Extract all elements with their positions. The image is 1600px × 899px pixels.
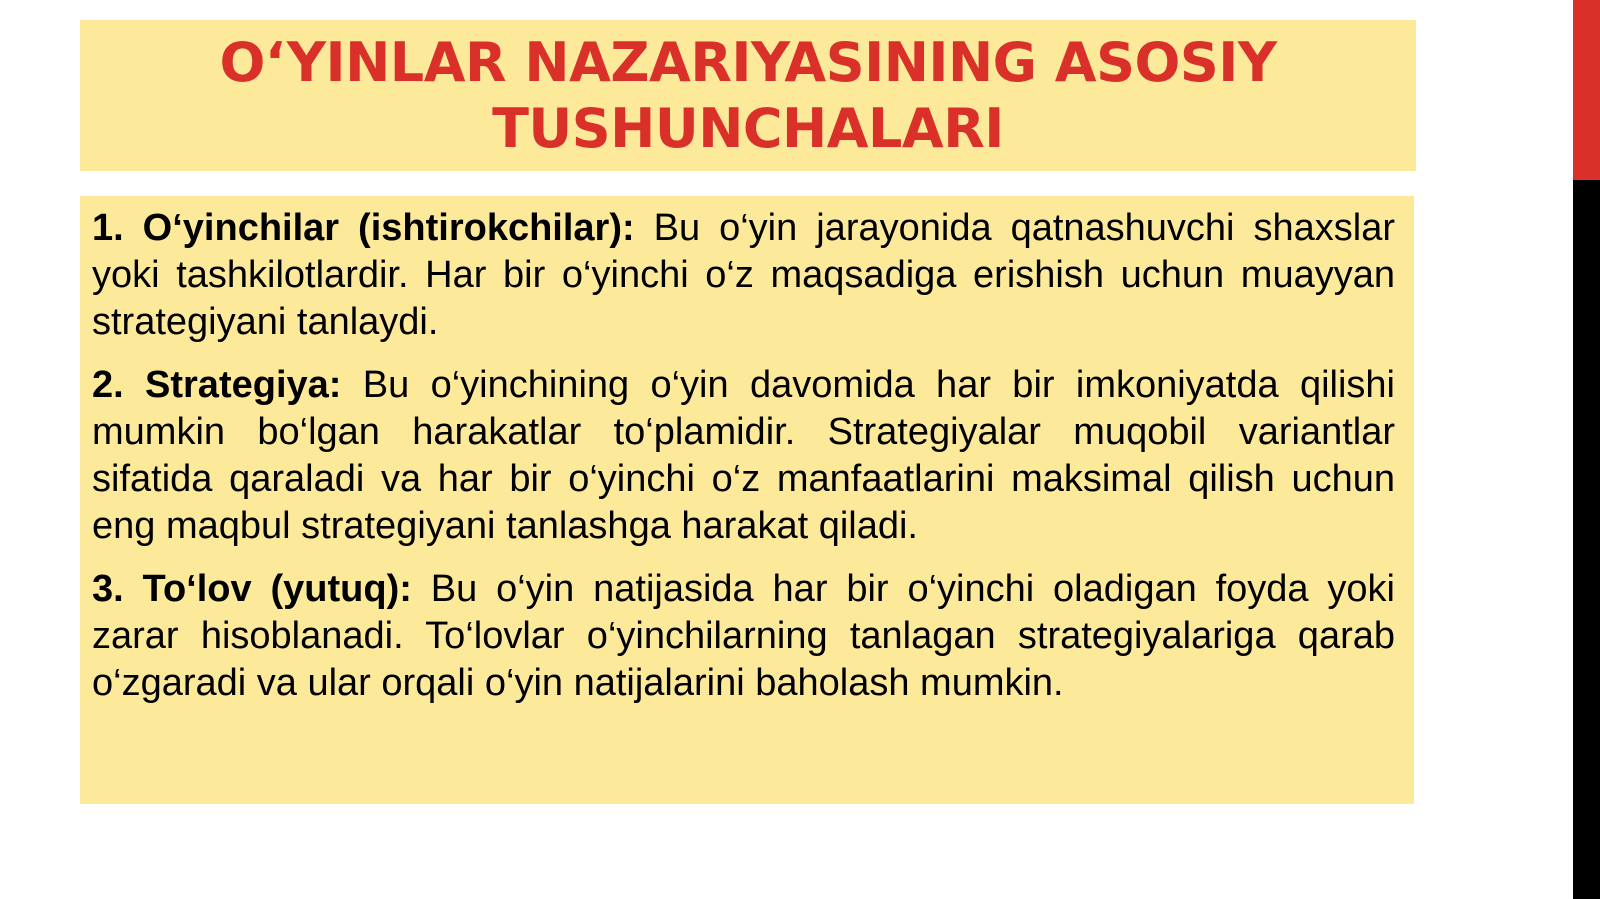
accent-bar-black [1573, 180, 1600, 899]
point-strategy [92, 362, 1395, 550]
accent-bar-red [1573, 0, 1600, 180]
point-players [92, 205, 1395, 346]
slide-title [220, 30, 1277, 162]
title-box [80, 20, 1416, 171]
content-box [80, 196, 1414, 804]
point-payoff-text: Bu o‘yin natijasida har bir o‘yinchi oladigan foyda yoki zarar hisoblanadi. To‘lovlar o‘yinchilarning tanlagan strategiyalariga qarab o‘zgaradi va ular orqali o‘yin natijalarini baholash mumkin. [92, 568, 1395, 704]
slide-title-line-1: O‘YINLAR NAZARIYASINING ASOSIY [219, 30, 1277, 94]
point-players-text: Bu o‘yin jarayonida qatnashuvchi shaxslar yoki tashkilotlardir. Har bir o‘yinchi o‘z maqsadiga erishish uchun muayyan strategiyani tanlaydi. [92, 207, 1395, 343]
point-payoff [92, 566, 1395, 707]
point-payoff-term: 3. To‘lov (yutuq): [92, 568, 412, 610]
point-strategy-text: Bu o‘yinchining o‘yin davomida har bir imkoniyatda qilishi mumkin bo‘lgan harakatlar to‘plamidir. Strategiyalar muqobil variantlar sifatida qaraladi va har bir o‘yinchi o‘z manfaatlarini maksimal qilish uchun eng maqbul strategiyani tanlashga harakat qiladi. [92, 364, 1396, 547]
point-players-term: 1. O‘yinchilar (ishtirokchilar): [92, 207, 635, 249]
point-strategy-term: 2. Strategiya: [92, 364, 342, 406]
slide-title-line-2: TUSHUNCHALARI [492, 96, 1004, 160]
